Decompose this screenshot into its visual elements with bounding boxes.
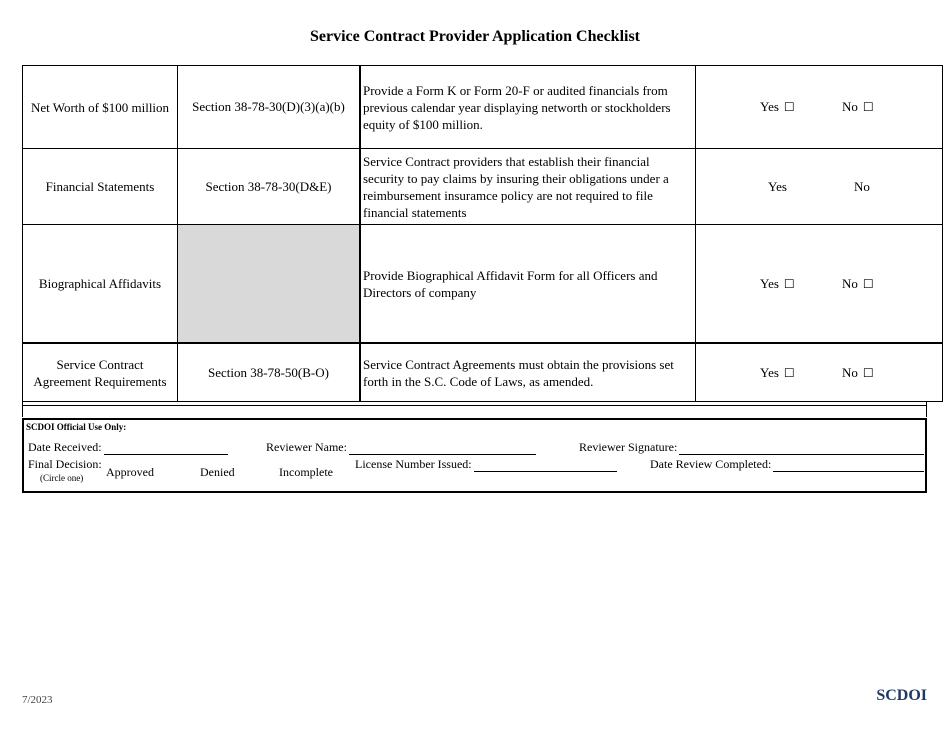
yes-option[interactable]: Yes ☐ (760, 275, 795, 291)
checkbox-icon[interactable]: ☐ (783, 100, 795, 114)
official-use-box (22, 418, 927, 493)
date-received-label: Date Received: (28, 440, 102, 454)
checkbox-icon[interactable]: ☐ (862, 100, 874, 114)
item-cell: Net Worth of $100 million (23, 66, 178, 149)
yes-no-cell (696, 343, 943, 402)
table-divider (22, 401, 927, 417)
yes-no-cell (696, 149, 943, 225)
reviewer-signature-field[interactable] (679, 454, 924, 455)
description-cell: Service Contract providers that establish their financial security to pay claims by insuring their obligations under a reimbursement insuramce policy are not required to file financial statements (360, 149, 696, 225)
item-cell: Financial Statements (23, 149, 178, 225)
description-cell: Provide Biographical Affidavit Form for all Officers and Directors of company (360, 225, 696, 344)
denied-option[interactable]: Denied (200, 465, 235, 479)
yes-option[interactable]: Yes ☐ (760, 99, 795, 114)
item-cell: Service Contract Agreement Requirements (23, 343, 178, 402)
table-row (23, 149, 943, 225)
reviewer-signature-label: Reviewer Signature: (579, 440, 678, 454)
approved-option[interactable]: Approved (106, 465, 154, 479)
section-cell: Section 38-78-30(D)(3)(a)(b) (178, 66, 361, 149)
checkbox-icon[interactable]: ☐ (862, 276, 874, 291)
table-row (23, 66, 943, 149)
yes-option[interactable]: Yes (768, 178, 787, 194)
date-review-completed-label: Date Review Completed: (650, 457, 772, 471)
checkbox-icon[interactable]: ☐ (783, 276, 795, 291)
description-cell: Service Contract Agreements must obtain the provisions set forth in the S.C. Code of Laws, as amended. (360, 343, 696, 402)
checkbox-icon[interactable]: ☐ (862, 365, 874, 380)
no-option[interactable]: No ☐ (842, 275, 874, 291)
license-number-label: License Number Issued: (355, 457, 472, 471)
item-cell: Biographical Affidavits (23, 225, 178, 344)
date-received-field[interactable] (104, 454, 228, 455)
revision-date: 7/2023 (22, 694, 53, 706)
license-number-field[interactable] (474, 471, 617, 472)
yes-no-cell (696, 66, 943, 149)
checklist-table (22, 65, 943, 402)
yes-option[interactable]: Yes ☐ (760, 364, 795, 380)
date-review-completed-field[interactable] (773, 471, 924, 472)
table-row (23, 225, 943, 344)
final-decision-label: Final Decision: (28, 457, 102, 471)
no-option[interactable]: No (854, 178, 870, 194)
reviewer-name-field[interactable] (349, 454, 536, 455)
brand-logo-text: SCDOI (876, 687, 927, 704)
official-use-heading: SCDOI Official Use Only: (26, 422, 127, 432)
table-row (23, 343, 943, 402)
no-option[interactable]: No ☐ (842, 99, 874, 114)
description-cell: Provide a Form K or Form 20-F or audited financials from previous calendar year displaying networth or stockholders equity of $100 million. (360, 66, 696, 149)
section-cell-shaded (178, 225, 361, 344)
page-title: Service Contract Provider Application Checklist (309, 28, 641, 45)
section-cell: Section 38-78-30(D&E) (178, 149, 361, 225)
section-cell: Section 38-78-50(B-O) (178, 343, 361, 402)
checkbox-icon[interactable]: ☐ (783, 365, 795, 380)
yes-no-cell (696, 225, 943, 344)
reviewer-name-label: Reviewer Name: (266, 440, 347, 454)
no-option[interactable]: No ☐ (842, 364, 874, 380)
incomplete-option[interactable]: Incomplete (279, 465, 333, 479)
circle-one-note: (Circle one) (40, 473, 84, 483)
